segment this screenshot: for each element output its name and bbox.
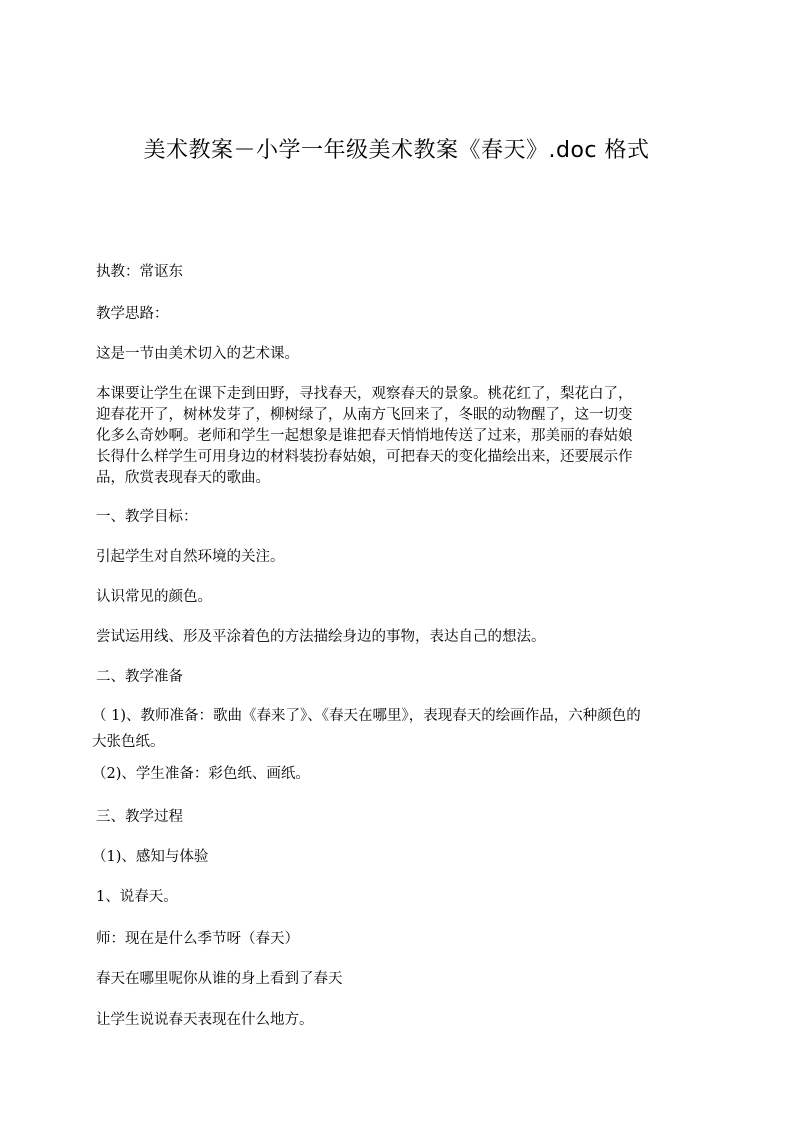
approach-line: 这是一节由美术切入的艺术课。 — [96, 346, 299, 362]
prep-line: 大张色纸。 — [92, 734, 165, 750]
prep-item-student: （2)、学生准备：彩色纸、画纸。 — [92, 766, 310, 782]
intro-line: 化多么奇妙啊。老师和学生一起想象是谁把春天悄悄地传送了过来，那美丽的春姑娘 — [96, 428, 633, 444]
process-heading: 三、教学过程 — [96, 809, 183, 825]
dialog-line: 师：现在是什么季节呀（春天） — [96, 931, 299, 947]
document-title: 美术教案－小学一年级美术教案《春天》.doc 格式 — [143, 138, 650, 163]
teacher-line: 执教：常讴东 — [96, 264, 183, 280]
intro-paragraph — [96, 384, 706, 489]
intro-line: 品，欣赏表现春天的歌曲。 — [96, 470, 270, 486]
intro-line: 迎春花开了，树林发芽了，柳树绿了，从南方飞回来了，冬眠的动物醒了，这一切变 — [96, 407, 633, 423]
prep-line: （ 1)、教师准备：歌曲《春来了》、《春天在哪里》，表现春天的绘画作品，六种颜色的 — [92, 708, 641, 724]
goal-item: 引起学生对自然环境的关注。 — [96, 549, 285, 565]
prep-heading: 二、教学准备 — [96, 669, 183, 685]
goal-item: 认识常见的颜色。 — [96, 589, 212, 605]
process-subheading: （1)、感知与体验 — [92, 849, 209, 865]
dialog-line: 让学生说说春天表现在什么地方。 — [96, 1012, 314, 1028]
goal-item: 尝试运用线、形及平涂着色的方法描绘身边的事物，表达自己的想法。 — [96, 629, 546, 645]
dialog-line: 春天在哪里呢你从谁的身上看到了春天 — [96, 971, 343, 987]
intro-line: 长得什么样学生可用身边的材料装扮春姑娘，可把春天的变化描绘出来，还要展示作 — [96, 449, 633, 465]
prep-item-teacher — [92, 703, 707, 755]
goals-heading: 一、教学目标： — [96, 509, 198, 525]
approach-heading: 教学思路： — [96, 306, 169, 322]
step-item: 1、说春天。 — [96, 889, 178, 905]
intro-line: 本课要让学生在课下走到田野，寻找春天，观察春天的景象。桃花红了，梨花白了， — [96, 386, 633, 402]
